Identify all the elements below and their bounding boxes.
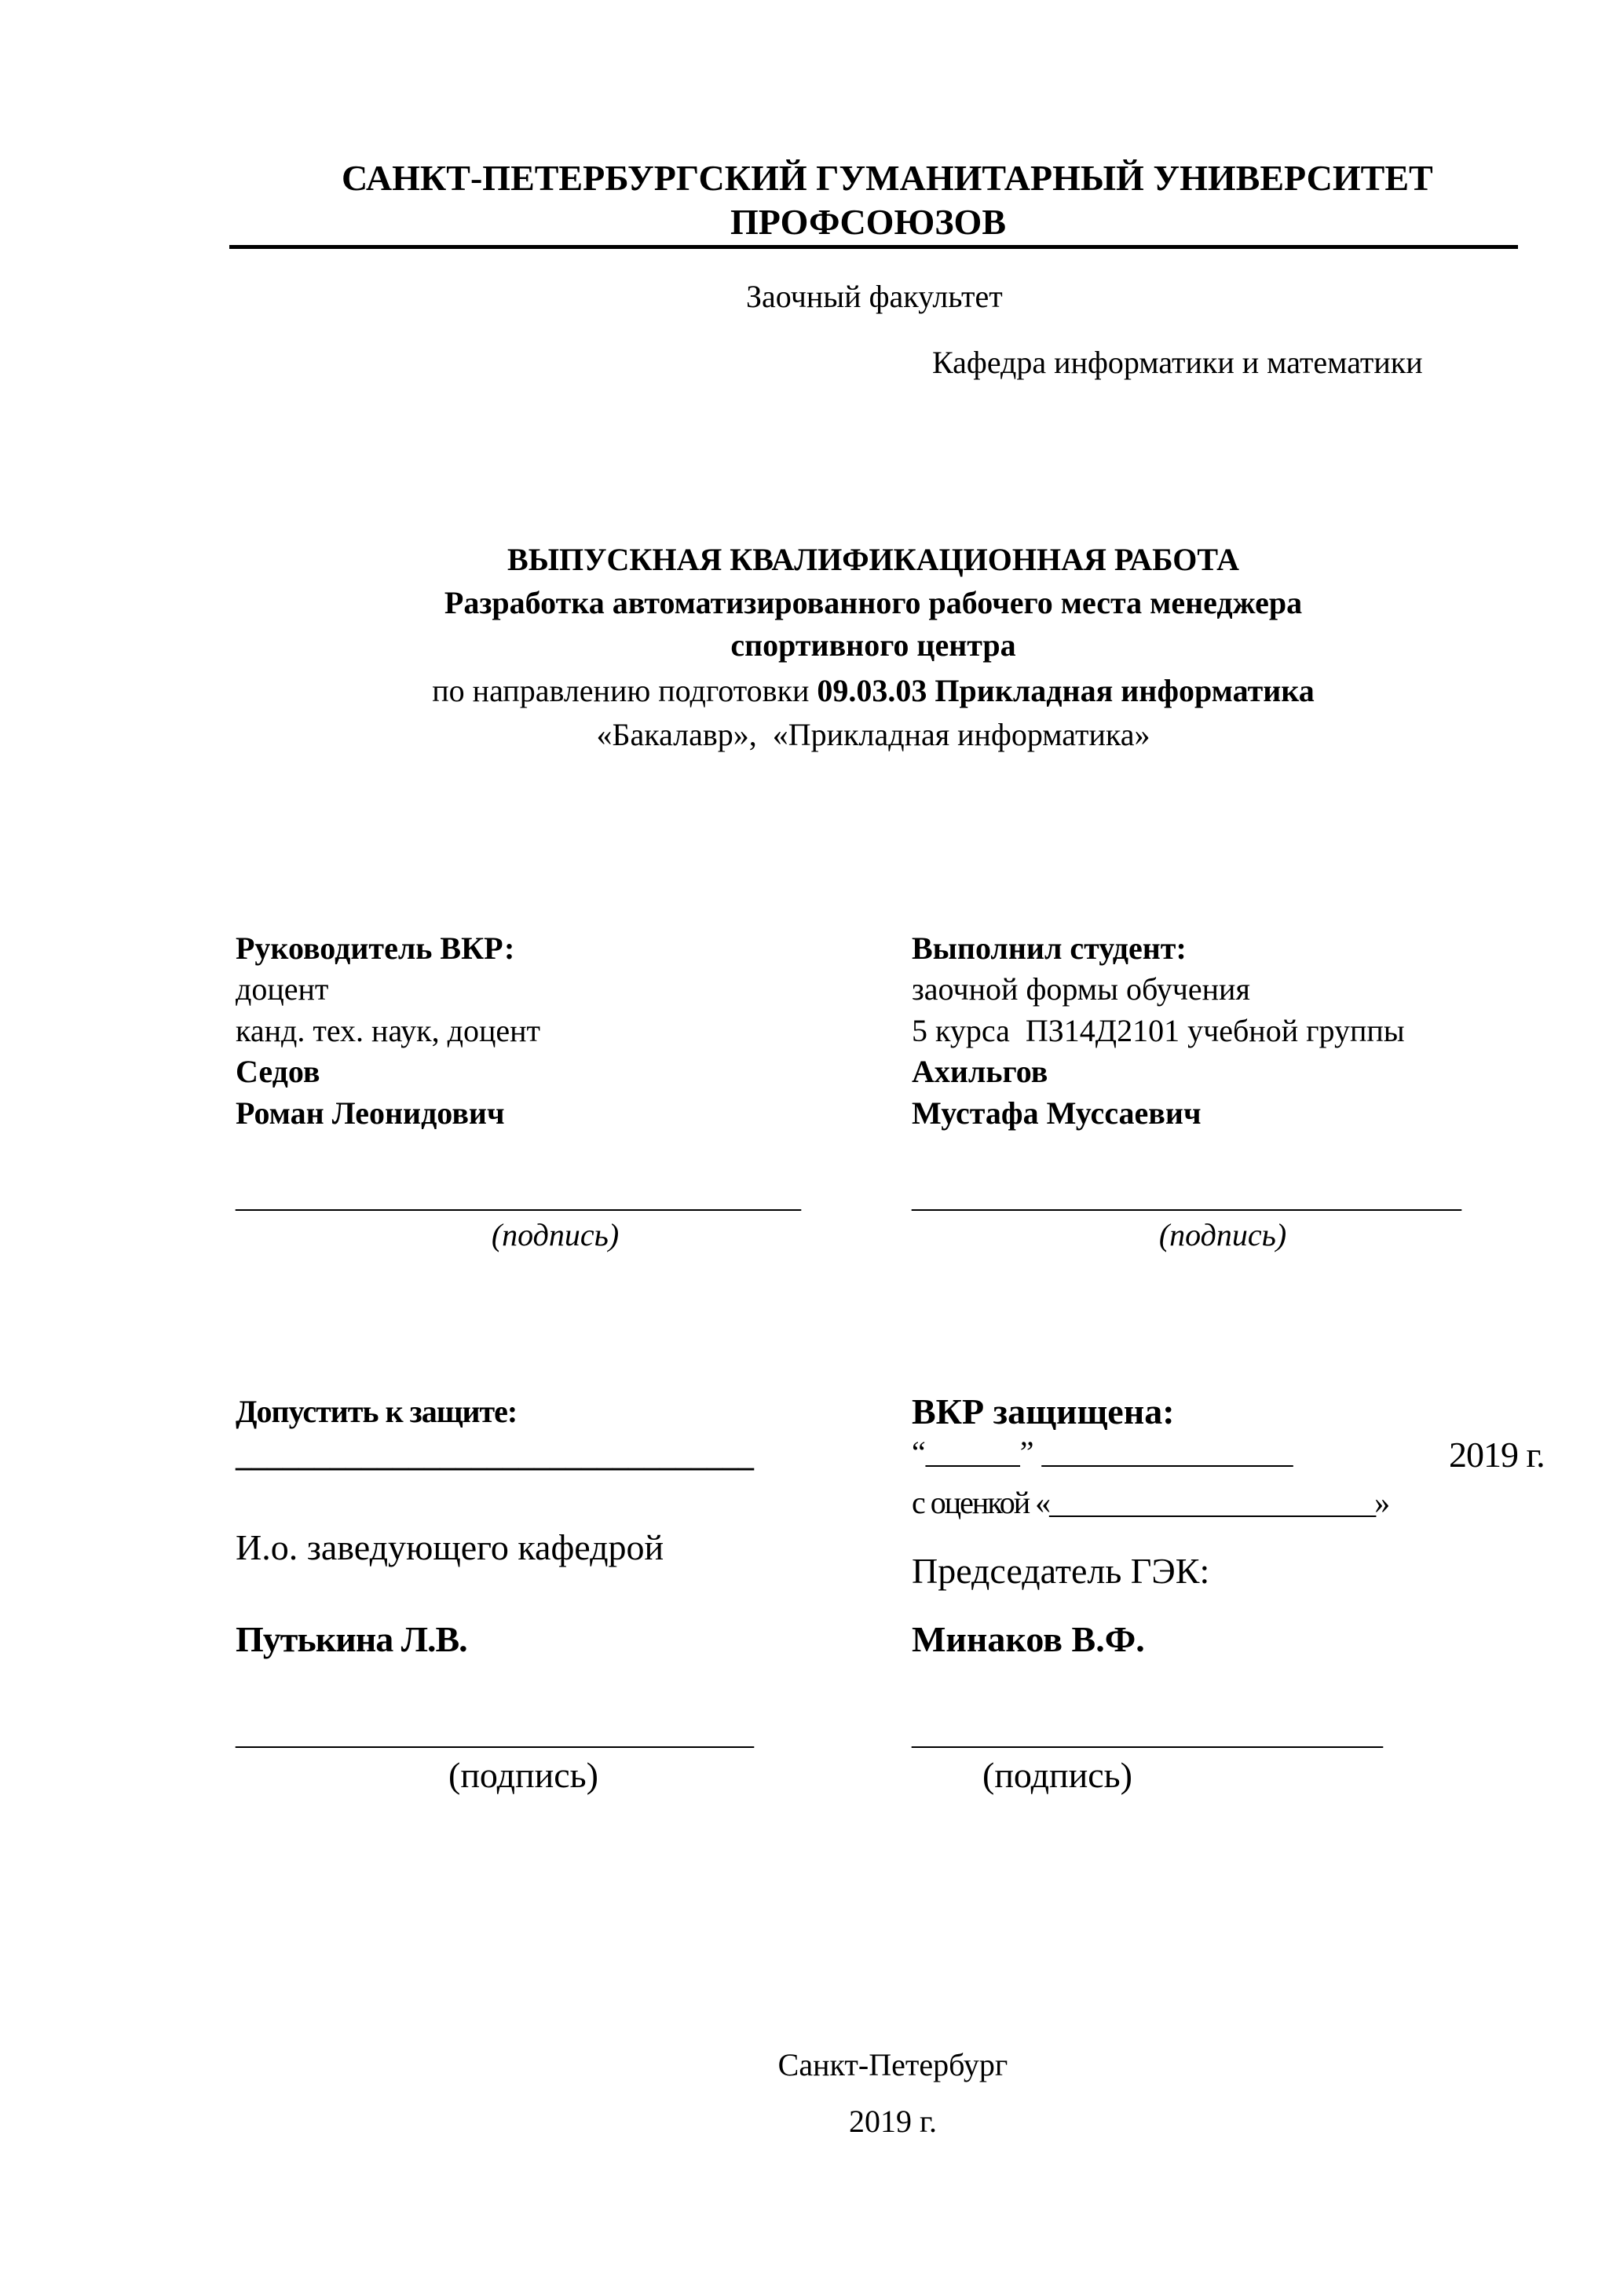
faculty: Заочный факультет [746,279,1003,314]
topic-line1: Разработка автоматизированного рабочего места менеджера [444,585,1303,620]
student-signature-line: ___________________________________ [912,1179,1461,1214]
direction-prefix: по направлению подготовки [432,673,817,708]
direction [0,672,1624,710]
defense-signature-line: ______________________________ [912,1716,1383,1751]
student-name: Мустафа Муссаевич [912,1095,1202,1131]
student-form: заочной формы обучения [912,971,1250,1007]
admission-signature-caption: (подпись) [448,1755,598,1795]
defense-signature-caption: (подпись) [982,1755,1132,1795]
defense-year: 2019 г. [1449,1435,1545,1475]
header-rule [229,245,1518,249]
student-label: Выполнил студент: [912,930,1187,966]
footer-year: 2019 г. [849,2104,937,2139]
defense-label: ВКР защищена: [912,1391,1175,1431]
direction-code: 09.03.03 Прикладная информатика [817,673,1315,708]
university-name-line1: САНКТ-ПЕТЕРБУРГСКИЙ ГУМАНИТАРНЫЙ УНИВЕРСИТЕТ [342,158,1433,198]
student-surname: Ахильгов [912,1054,1048,1089]
supervisor-signature-line: ____________________________________ [236,1179,801,1214]
department: Кафедра информатики и математики [932,345,1423,380]
supervisor-position: доцент [236,971,329,1007]
grade-line: _______________________ [1049,1485,1375,1520]
student-signature-caption: (подпись) [1158,1217,1287,1252]
defense-role: Председатель ГЭК: [912,1551,1210,1591]
grade-prefix: с оценкой « [912,1485,1050,1520]
work-type: ВЫПУСКНАЯ КВАЛИФИКАЦИОННАЯ РАБОТА [507,542,1239,577]
supervisor-signature-caption: (подпись) [491,1217,620,1252]
student-group: 5 курса ПЗ14Д2101 учебной группы [912,1013,1405,1048]
admission-role: И.о. заведующего кафедрой [236,1527,664,1567]
admission-line: _________________________________ [236,1438,754,1473]
topic-line2: спортивного центра [730,627,1016,663]
supervisor-name: Роман Леонидович [236,1095,505,1131]
admission-label: Допустить к защите: [236,1394,518,1429]
degree: «Бакалавр», «Прикладная информатика» [596,717,1150,752]
admission-person: Путькина Л.В. [236,1619,467,1659]
footer-city: Санкт-Петербург [777,2047,1008,2082]
admission-signature-line: _________________________________ [236,1716,754,1751]
defense-date-line: “______” ________________ [912,1435,1293,1470]
university-name-line2: ПРОФСОЮЗОВ [730,202,1006,242]
supervisor-degree: канд. тех. наук, доцент [236,1013,541,1048]
supervisor-surname: Седов [236,1054,320,1089]
supervisor-label: Руководитель ВКР: [236,930,515,966]
defense-person: Минаков В.Ф. [912,1619,1145,1659]
defense-grade [912,1484,1388,1522]
grade-suffix: » [1374,1485,1389,1520]
